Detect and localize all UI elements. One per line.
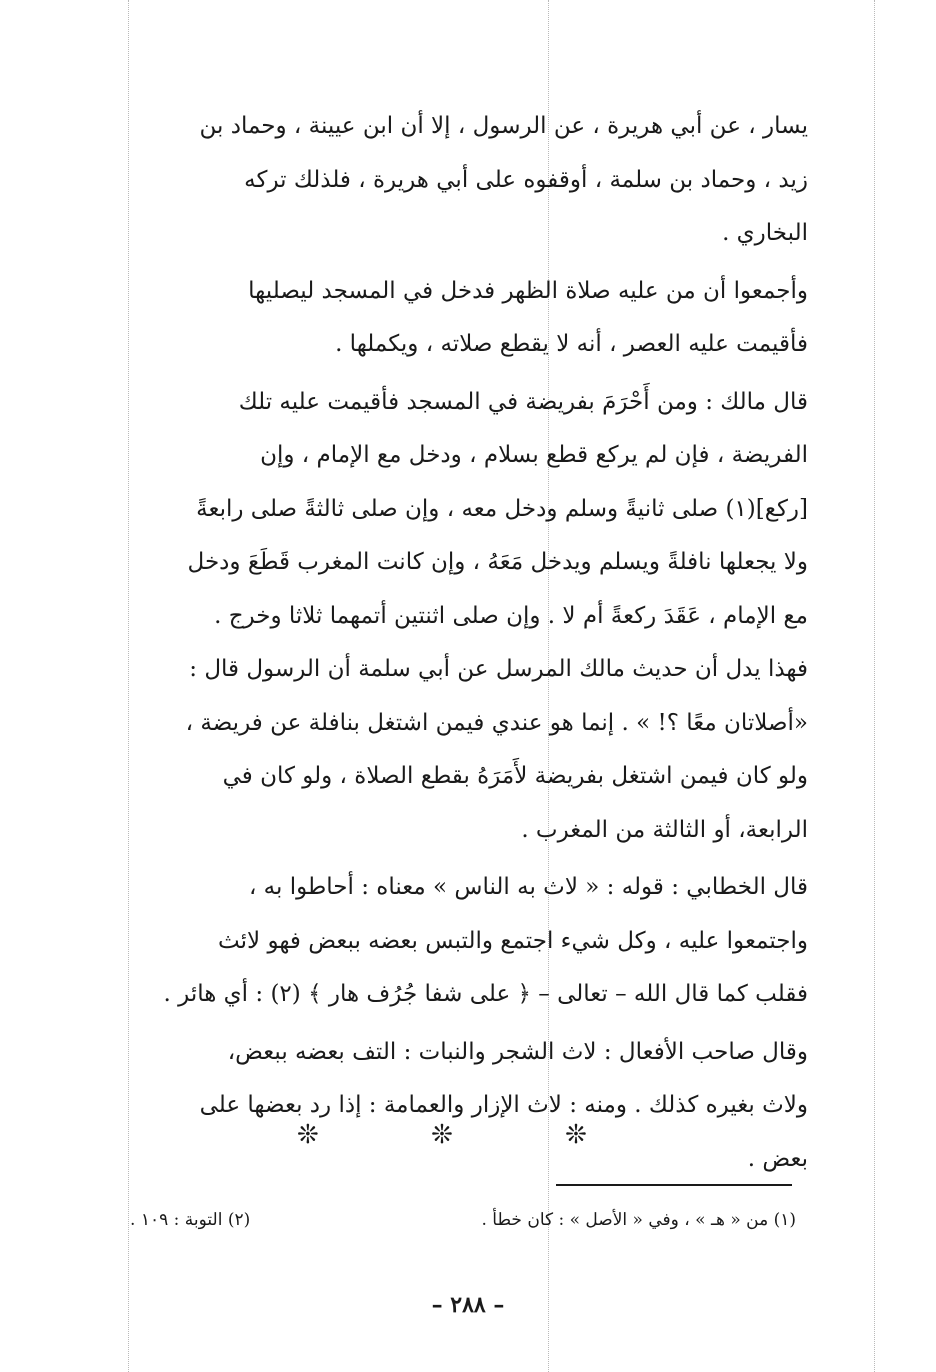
text-line: قال مالك : ومن أَحْرَمَ بفريضة في المسجد فأقيمت عليه تلك <box>238 388 808 415</box>
text-line: وأجمعوا أن من عليه صلاة الظهر فدخل في المسجد ليصليها <box>248 277 808 304</box>
text-line: قال الخطابي : قوله : « لاث به الناس » معناه : أحاطوا به ، <box>248 874 808 900</box>
footnotes <box>130 1205 796 1235</box>
text-line: ولو كان فيمن اشتغل بفريضة لأَمَرَهُ بقطع الصلاة ، ولو كان في <box>222 763 808 789</box>
text-line: فهذا يدل أن حديث مالك المرسل عن أبي سلمة أن الرسول قال : <box>189 656 808 682</box>
text-line: «أصلاتان معًا ؟! » . إنما هو عندي فيمن اشتغل بنافلة عن فريضة ، <box>185 709 808 736</box>
text-line: وقال صاحب الأفعال : لاث الشجر والنبات : التف بعضه ببعض، <box>227 1038 808 1065</box>
scan-dotted-line <box>874 0 875 1372</box>
text-line: يسار ، عن أبي هريرة ، عن الرسول ، إلا أن ابن عيينة ، وحماد بن <box>199 113 808 139</box>
text-line: بعض . <box>747 1145 808 1172</box>
text-line: فأقيمت عليه العصر ، أنه لا يقطع صلاته ، ويكملها . <box>335 331 808 357</box>
section-separator: ❊ ❊ ❊ <box>297 1120 639 1150</box>
text-line: زيد ، وحماد بن سلمة ، أوقفوه على أبي هريرة ، فلذلك تركه <box>244 166 808 193</box>
text-line: مع الإمام ، عَقَدَ ركعةً أم لا . وإن صلى اثنتين أتمهما ثلاثا وخرج . <box>214 602 808 629</box>
footnote-1: (١) من « هـ » ، وفي « الأصل » : كان خطأ . <box>481 1210 796 1230</box>
text-line: الفريضة ، فإن لم يركع قطع بسلام ، ودخل مع الإمام ، وإن <box>260 442 808 468</box>
text-line: واجتمعوا عليه ، وكل شيء اجتمع والتبس بعضه ببعض فهو لائث <box>218 927 808 954</box>
paragraph-5 <box>112 1026 808 1187</box>
main-text <box>112 100 808 1190</box>
footnote-divider <box>556 1184 792 1186</box>
text-line: الرابعة، أو الثالثة من المغرب . <box>521 816 808 843</box>
text-line: فقلب كما قال الله – تعالى – ﴿ على شفا جُرُف هار ﴾ (٢) : أي هائر . <box>163 981 808 1007</box>
paragraph-2 <box>112 265 808 372</box>
paragraph-1 <box>112 100 808 261</box>
text-line: [ركع](١) صلى ثانيةً وسلم ودخل معه ، وإن صلى ثالثةً صلى رابعةً <box>196 495 808 522</box>
paragraph-3 <box>112 376 808 858</box>
footnote-2: (٢) التوبة : ١٠٩ . <box>130 1210 251 1230</box>
text-line: البخاري . <box>722 220 808 246</box>
paragraph-4 <box>112 861 808 1022</box>
text-line: ولاث بغيره كذلك . ومنه : لاث الإزار والعمامة : إذا رد بعضها على <box>199 1092 808 1118</box>
text-line: ولا يجعلها نافلةً ويسلم ويدخل مَعَهُ ، وإن كانت المغرب قَطَعَ ودخل <box>187 549 808 575</box>
page-number: – ٢٨٨ – <box>431 1292 505 1318</box>
